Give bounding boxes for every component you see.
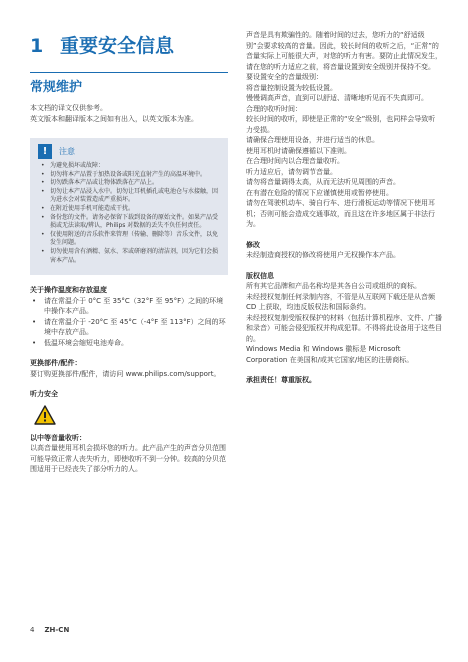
caution-item: • 切勿将本产品置于加热设备或阳光直射产生的高温环境中。 — [38, 171, 220, 180]
hearing-heading: 听力安全 — [30, 390, 58, 399]
caution-item: • 切勿跌落本产品或让物体跌落在产品上。 — [38, 179, 220, 188]
language-code: ZH-CN — [44, 626, 70, 634]
hearing-paragraph: 在合理时间内以合理音量收听。 — [246, 157, 344, 165]
modification-heading: 修改 — [246, 240, 260, 249]
chapter-title — [30, 34, 228, 58]
hearing-paragraph: 将音量控制设置为较低设置。 — [246, 83, 337, 92]
caution-list — [38, 162, 220, 265]
caution-box — [30, 138, 228, 275]
copyright-heading: 版权信息 — [246, 271, 274, 280]
left-column — [30, 30, 228, 475]
temperature-list — [30, 296, 228, 349]
section-divider — [30, 72, 228, 73]
caution-header — [38, 144, 220, 159]
chapter-title-text: 重要安全信息 — [60, 35, 175, 57]
page-number: 4 — [30, 626, 35, 634]
intro-line-2: 英文版本和翻译版本之间如有出入，以英文版本为准。 — [30, 114, 198, 123]
copyright-paragraph: 未经授权复制受版权保护的材料（包括计算机程序、文件、广播和录音）可能会侵犯版权并构成犯罪。不得将此设备用于这些目的。 — [246, 313, 442, 343]
warning-triangle-icon — [34, 405, 56, 425]
modification-text: 未经制造商授权的修改将使用户无权操作本产品。 — [246, 251, 400, 259]
copyright-paragraph: 所有其它品牌和产品名称均是其各自公司或组织的商标。 — [246, 282, 421, 290]
temperature-heading: 关于操作温度和存放温度 — [30, 286, 107, 295]
copyright-paragraph: 未经授权复制任何录制内容，不管是从互联网下载还是从音频 CD 上获取，均违反版权法和国际条约。 — [246, 292, 435, 311]
hearing-paragraph: 较长时间的收听，即使是正常的“安全”级别，也同样会导致听力受损。 — [246, 115, 436, 134]
hearing-paragraph: 要设置安全的音量级别： — [246, 73, 323, 81]
caution-item: • 仅使用附送的音乐软件来管理（传输、删除等）音乐文件，以免发生问题。 — [38, 231, 220, 248]
section-title: 常规维护 — [30, 80, 83, 95]
responsibility-note: 承担责任！尊重版权。 — [246, 376, 316, 384]
caution-item: • 切勿使用含有酒精、氨水、苯或研磨剂的清洁剂，因为它们会损害本产品。 — [38, 248, 220, 265]
hearing-subheading: 以中等音量收听： — [30, 433, 86, 442]
copyright-paragraph: Windows Media 和 Windows 徽标是 Microsoft Corporation 在美国和/或其它国家/地区的注册商标。 — [246, 345, 414, 364]
page-footer — [30, 626, 69, 634]
intro-line-1: 本文档的译文仅供参考。 — [30, 104, 107, 112]
hearing-paragraph: 慢慢调高声音，直到可以舒适、清晰地听见而不失真即可。 — [246, 94, 428, 102]
caution-item: • 在附近使用手机可能造成干扰。 — [38, 205, 220, 214]
hearing-paragraph: 使用耳机时请确保遵循以下准则。 — [246, 146, 351, 155]
hearing-paragraph: 请确保合理使用设备，并进行适当的休息。 — [246, 136, 379, 144]
parts-heading: 更换部件/配件： — [30, 359, 82, 368]
hearing-paragraph: 在有潜在危险的情况下应谨慎使用或暂停使用。 — [246, 188, 393, 197]
caution-title: 注意 — [59, 147, 75, 156]
hearing-paragraph: 听力适应后，请勿调节音量。 — [246, 167, 337, 176]
parts-text: 要订购更换部件/配件，请访问 www.philips.com/support。 — [30, 369, 221, 378]
caution-item: • 为避免损坏或故障： — [38, 162, 220, 171]
chapter-number: 1 — [30, 35, 44, 57]
caution-item: • 备份您的文件。请务必保留下载到设备的原始文件。如果产品受损或无法读取/辨认，Philips 对数据的丢失不负任何责任。 — [38, 214, 220, 231]
exclamation-icon: ! — [38, 144, 52, 159]
hearing-paragraph: 请勿在驾驶机动车、骑自行车、进行滑板运动等情况下使用耳机；否则可能会造成交通事故，而且这在许多地区属于非法行为。 — [246, 199, 435, 228]
caution-item: • 切勿让本产品浸入水中。切勿让耳机插孔或电池仓与水接触，因为进水会对装置造成严重损坏。 — [38, 188, 220, 205]
hearing-text: 以高音量使用耳机会损坏您的听力。此产品产生的声音分贝范围可能导致正常人丧失听力，即使收听不到一分钟。较高的分贝范围适用于已经丧失了部分听力的人。 — [30, 444, 226, 474]
right-column — [246, 30, 442, 386]
list-item: • 请在常温介于 -20°C 至 45°C（-4°F 至 113°F）之间的环境中存放产品。 — [30, 317, 228, 338]
hearing-paragraph: 请勿将音量调得太高，从而无法听见周围的声音。 — [246, 178, 400, 186]
list-item: • 低温环境会缩短电池寿命。 — [30, 338, 228, 349]
hearing-paragraph: 声音是具有欺骗性的。随着时间的过去，您听力的“舒适级别”会要求较高的音量。因此，较长时间的收听之后，“正常”的音量实际上可能很大声，对您的听力有害。要防止此情况发生，请在您的听力适应之前，将音量设置到安全级别并保持不变。 — [246, 31, 442, 71]
list-item: • 请在常温介于 0°C 至 35°C（32°F 至 95°F）之间的环境中操作本产品。 — [30, 296, 228, 317]
hearing-paragraph: 合理的收听时间： — [246, 104, 302, 113]
